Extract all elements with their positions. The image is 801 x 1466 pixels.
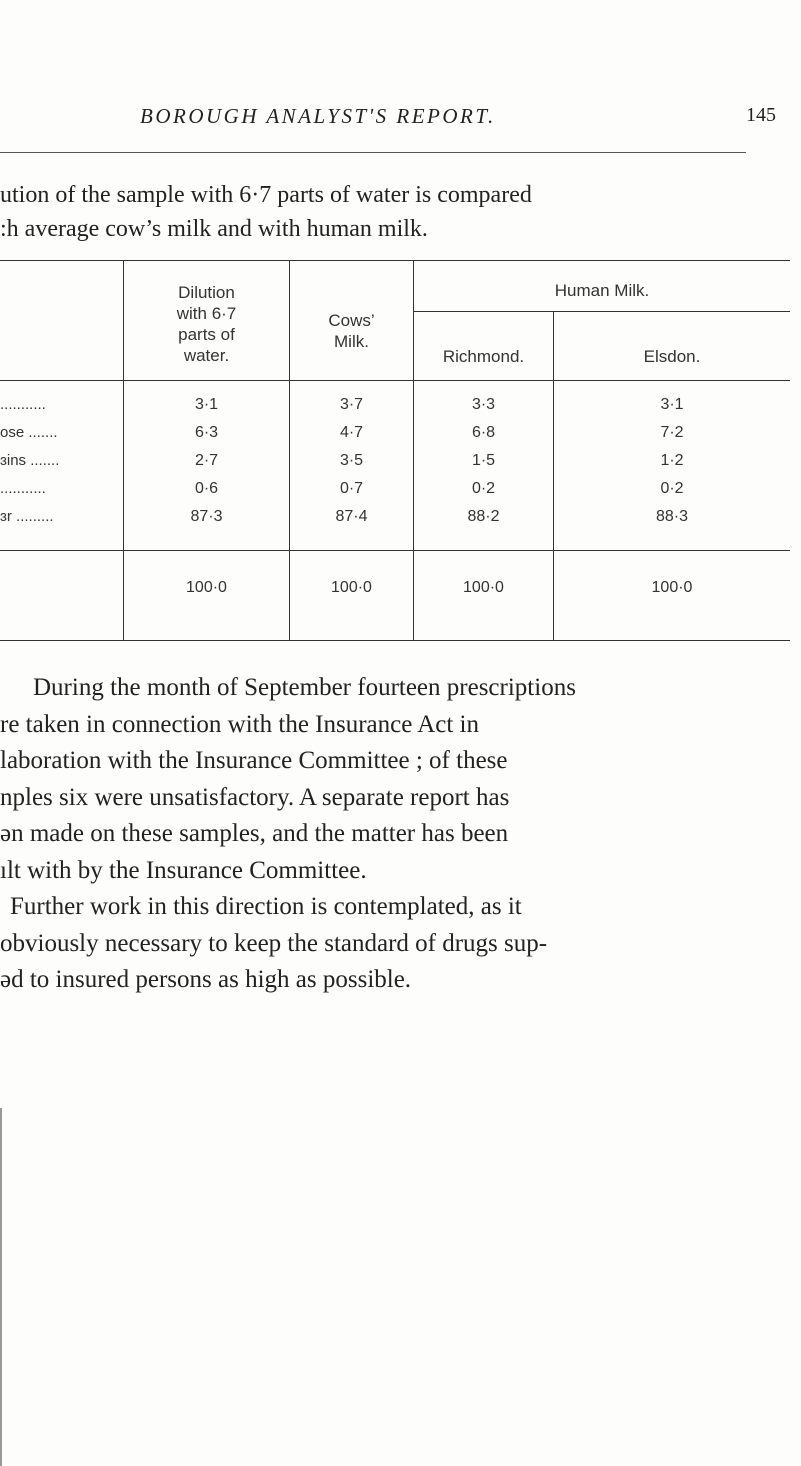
cell-richmond: 0·2 [471,480,496,497]
cell-dilution: 3·1 [194,396,219,413]
cell-elsdon: 88·3 [655,508,689,525]
cell-dilution: 6·3 [194,424,219,441]
header-richmond: Richmond. [442,347,525,366]
header-cows-line: Cows’ [328,311,375,330]
body-line: laboration with the Insurance Committee ; of these [0,747,508,774]
body-line: əd to insured persons as high as possible. [0,966,412,993]
intro-paragraph [0,178,790,246]
header-dilution-line: water. [183,346,230,365]
total-cows: 100·0 [331,579,372,596]
header-cows-line: Milk. [334,332,369,351]
body-line: ılt with by the Insurance Committee. [0,856,367,884]
total-elsdon: 100·0 [651,579,693,596]
cell-richmond: 1·5 [471,452,496,469]
cell-cows: 3·5 [339,452,364,469]
total-dilution: 100·0 [186,579,227,596]
header-dilution-line: parts of [178,325,235,344]
table-rule-bottom [0,640,790,641]
milk-comparison-table [0,260,801,650]
intro-line: :h average cow’s milk and with human milk. [0,216,428,242]
cell-elsdon: 7·2 [660,424,684,441]
header-elsdon: Elsdon. [643,347,701,366]
header-cows-milk [290,310,413,352]
table-rule-subhead [413,311,790,312]
total-richmond: 100·0 [463,579,504,596]
row-label: ɜins ....... [0,452,60,469]
header-dilution [124,282,289,366]
cell-dilution: 2·7 [194,452,219,469]
cell-dilution: 87·3 [190,508,223,525]
table-rule-header-bottom [0,380,790,381]
cell-richmond: 88·2 [467,508,500,525]
binding-edge [0,1108,2,1466]
row-label: ose ....... [0,424,58,441]
body-text [0,670,790,999]
intro-line: ution of the sample with 6·7 parts of water is compared [0,182,532,208]
table-rule-top [0,260,790,261]
table-rule-totals [0,550,790,551]
running-title: BOROUGH ANALYST'S REPORT. [140,104,496,128]
body-line: During the month of September fourteen prescriptions [33,674,576,701]
row-label: ........... [0,396,46,413]
cell-richmond: 6·8 [471,424,496,441]
cell-cows: 4·7 [339,424,364,441]
page-header [0,0,801,160]
header-dilution-line: Dilution [178,283,235,302]
body-line: nples six were unsatisfactory. A separate report has [0,783,510,811]
cell-elsdon: 1·2 [660,452,684,469]
body-line: obviously necessary to keep the standard of drugs sup- [0,929,548,957]
cell-dilution: 0·6 [194,480,219,497]
cell-elsdon: 0·2 [660,480,684,497]
header-human-milk: Human Milk. [554,281,650,300]
page-number: 145 [746,104,776,126]
cell-richmond: 3·3 [471,396,496,413]
cell-cows: 87·4 [335,508,368,525]
cell-cows: 0·7 [339,480,364,497]
body-line: ən made on these samples, and the matter has been [0,820,509,847]
header-dilution-line: with 6·7 [176,304,237,323]
row-label: ɜr ......... [0,508,54,525]
cell-cows: 3·7 [339,396,364,413]
row-label: ........... [0,480,46,497]
body-line: Further work in this direction is contemplated, as it [10,893,522,920]
cell-elsdon: 3·1 [660,396,684,413]
body-line: re taken in connection with the Insurance Act in [0,710,480,738]
header-rule [0,152,746,153]
